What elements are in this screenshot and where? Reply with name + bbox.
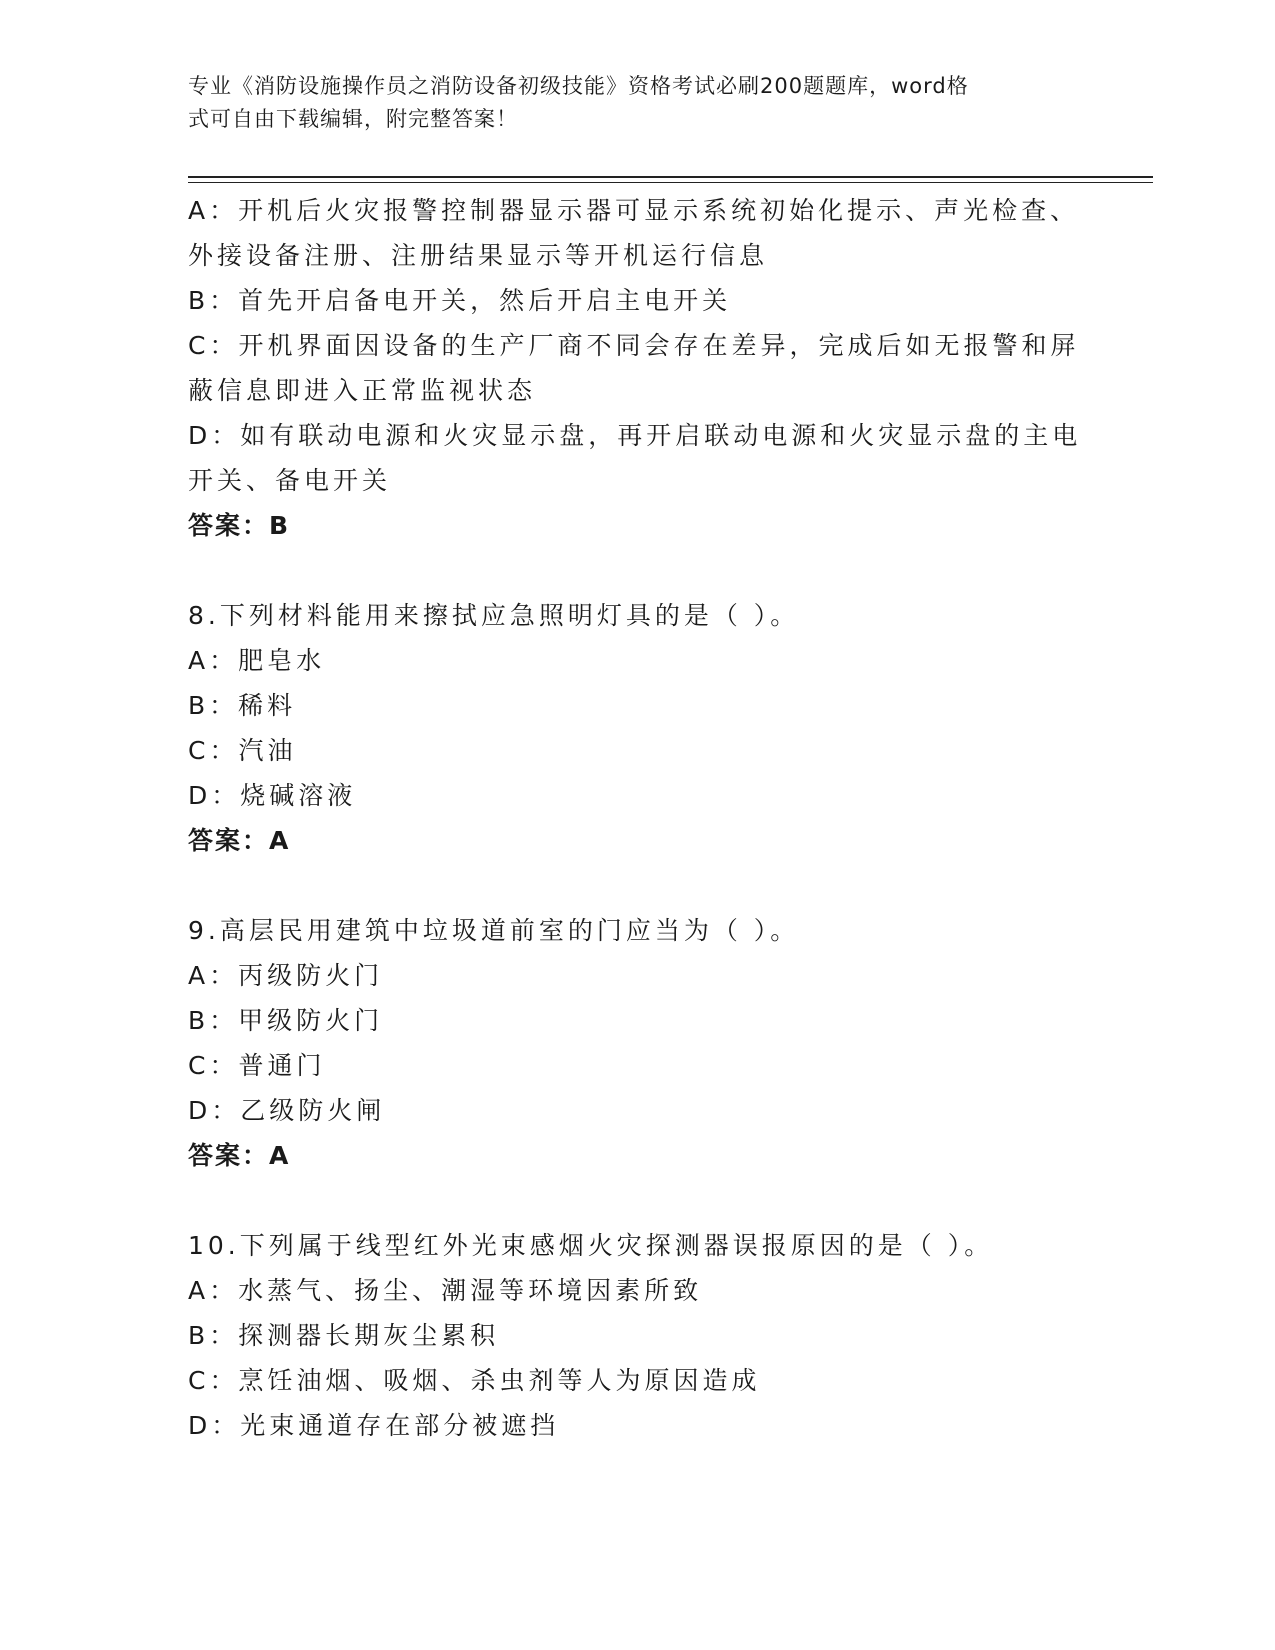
q9-question: 9.高层民用建筑中垃圾道前室的门应当为（ ）。 <box>188 916 800 945</box>
header-line-1: 专业《消防设施操作员之消防设备初级技能》资格考试必刷200题题库，word格 <box>188 74 969 98</box>
header-divider-top <box>188 176 1153 178</box>
q7-option-a-line-1: A：开机后火灾报警控制器显示器可显示系统初始化提示、声光检查、 <box>188 196 1080 225</box>
q8-option-a: A：肥皂水 <box>188 646 326 675</box>
q8-option-c: C：汽油 <box>188 736 297 765</box>
spacer <box>188 863 1088 908</box>
q8-answer: 答案：A <box>188 826 291 855</box>
q7-option-d-line-2: 开关、备电开关 <box>188 466 392 495</box>
q7-option-c-line-1: C：开机界面因设备的生产厂商不同会存在差异，完成后如无报警和屏 <box>188 331 1080 360</box>
question-10-block <box>188 1223 1088 1448</box>
q8-option-b: B：稀料 <box>188 691 297 720</box>
spacer <box>188 1178 1088 1223</box>
q10-option-c: C：烹饪油烟、吸烟、杀虫剂等人为原因造成 <box>188 1366 761 1395</box>
question-content <box>188 188 1088 1448</box>
q9-option-a: A：丙级防火门 <box>188 961 384 990</box>
q7-answer: 答案：B <box>188 511 291 540</box>
q9-option-b: B：甲级防火门 <box>188 1006 384 1035</box>
q9-option-d: D：乙级防火闸 <box>188 1096 386 1125</box>
q7-option-d-line-1: D：如有联动电源和火灾显示盘，再开启联动电源和火灾显示盘的主电 <box>188 421 1082 450</box>
q9-answer: 答案：A <box>188 1141 291 1170</box>
q10-option-a: A：水蒸气、扬尘、潮湿等环境因素所致 <box>188 1276 703 1305</box>
document-header <box>188 70 1068 136</box>
question-7-block <box>188 188 1088 548</box>
spacer <box>188 548 1088 593</box>
q8-question: 8.下列材料能用来擦拭应急照明灯具的是（ ）。 <box>188 601 800 630</box>
q10-option-b: B：探测器长期灰尘累积 <box>188 1321 500 1350</box>
question-9-block <box>188 908 1088 1178</box>
q8-option-d: D：烧碱溶液 <box>188 781 357 810</box>
q7-option-b: B：首先开启备电开关，然后开启主电开关 <box>188 286 732 315</box>
q10-option-d: D：光束通道存在部分被遮挡 <box>188 1411 560 1440</box>
header-divider-bottom <box>188 182 1153 183</box>
q7-option-a-line-2: 外接设备注册、注册结果显示等开机运行信息 <box>188 241 769 270</box>
header-line-2: 式可自由下载编辑，附完整答案！ <box>188 107 518 131</box>
q7-option-c-line-2: 蔽信息即进入正常监视状态 <box>188 376 537 405</box>
question-8-block <box>188 593 1088 863</box>
q9-option-c: C：普通门 <box>188 1051 326 1080</box>
q10-question: 10.下列属于线型红外光束感烟火灾探测器误报原因的是（ ）。 <box>188 1231 994 1260</box>
